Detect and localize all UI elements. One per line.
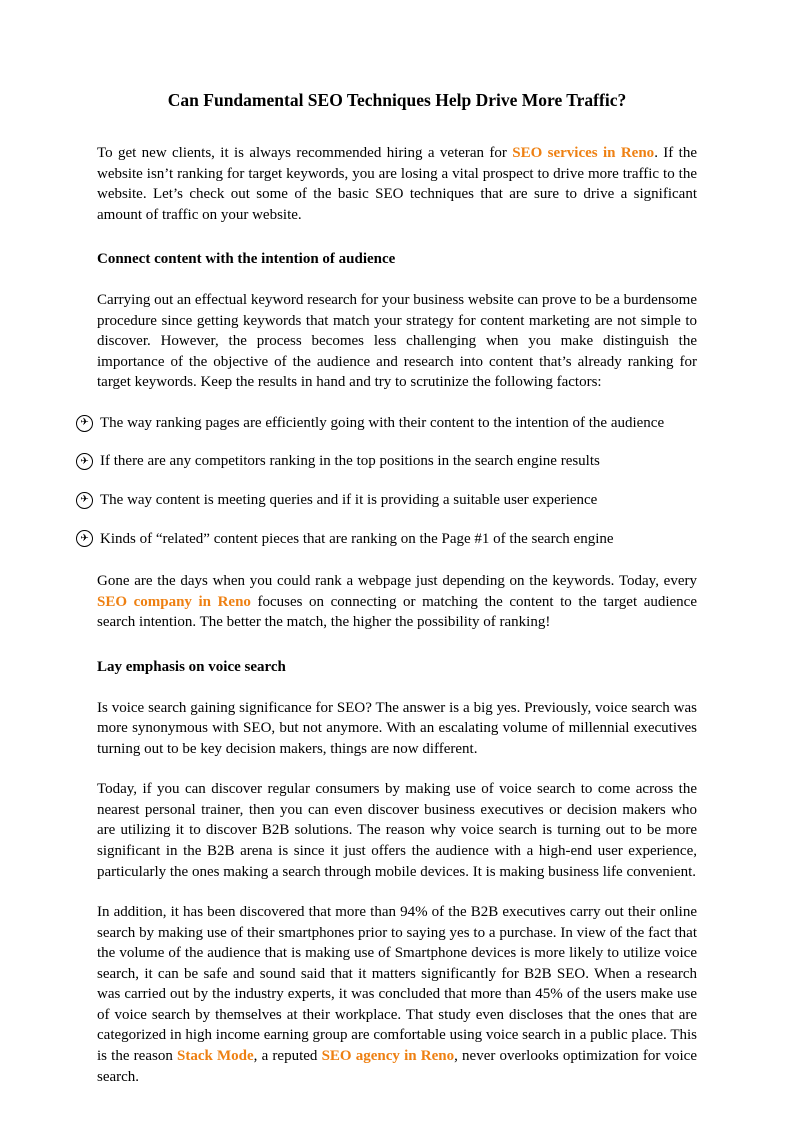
stack-mode-link[interactable]: Stack Mode [177,1047,254,1064]
seo-company-in-reno-link[interactable]: SEO company in Reno [97,593,251,610]
airplane-bullet-icon: ✈ [76,415,93,432]
document-title: Can Fundamental SEO Techniques Help Drive More Traffic? [167,90,627,110]
text-run: Gone are the days when you could rank a webpage just depending on the keywords. Today, every [97,573,697,590]
seo-agency-in-reno-link[interactable]: SEO agency in Reno [321,1047,455,1064]
text-run: . If the website isn’t ranking for target keywords, you are losing a vital prospect to drive more traffic to the website. Let’s check out some of the basic SEO techniques that are sure to drive a significant amount of traffic on your website. [97,145,697,223]
text-run: Carrying out an effectual keyword research for your business website can prove to be a burdensome procedure since getting keywords that match your strategy for content marketing are not simple to discover. However, the process becomes less challenging when you make distinguish the importance of the objective of the audience and research into content that’s already ranking for target keywords. Keep the results in hand and try to scrutinize the following factors: [97,292,697,391]
paragraph-voice-search-significance [97,698,697,760]
airplane-bullet-icon: ✈ [76,492,93,509]
paragraph-keyword-research [97,290,697,393]
text-run: To get new clients, it is always recommended hiring a veteran for [97,145,513,161]
airplane-bullet-icon: ✈ [76,453,93,470]
bullet-text: If there are any competitors ranking in the top positions in the search engine results [100,453,600,470]
text-run: , a reputed [253,1047,322,1064]
bullet-list [80,413,697,549]
seo-services-in-reno-link[interactable]: SEO services in Reno [512,145,655,161]
text-run: focuses on connecting or matching the content to the target audience search intention. The better the match, the higher the possibility of ranking! [97,593,697,631]
paragraph-voice-search-b2b [97,779,697,882]
paragraph-intro [97,143,697,225]
bullet-item [76,451,697,472]
airplane-bullet-icon: ✈ [76,530,93,547]
bullet-text: The way content is meeting queries and if it is providing a suitable user experience [100,492,598,509]
text-run: Today, if you can discover regular consumers by making use of voice search to come across the nearest personal trainer, then you can even discover business executives or decision makers who are utilizing it to discover B2B solutions. The reason why voice search is turning out to be more significant in the B2B arena is since it just offers the audience with a high-end user experience, particularly the ones making a search through mobile devices. It is making business life convenient. [97,781,697,880]
section-heading-voice-search: Lay emphasis on voice search [97,658,286,675]
text-run: Is voice search gaining significance for SEO? The answer is a big yes. Previously, voice search was more synonymous with SEO, but not anymore. With an escalating volume of millennial executives turning out to be key decision makers, things are now different. [97,699,697,757]
bullet-item [76,413,697,434]
paragraph-rank-webpage [97,571,697,633]
text-run: In addition, it has been discovered that more than 94% of the B2B executives carry out their online search by making use of their smartphones prior to saying yes to a purchase. In view of the fact that the volume of the audience that is making use of Smartphone devices is more likely to utilize voice search, it can be safe and sound said that it matters significantly for B2B SEO. When a research was carried out by the industry experts, it was concluded that more than 45% of the users make use of voice search by themselves at their workplace. That study even discloses that the ones that are categorized in high income earning group are comfortable using voice search in a public place. This is the reason [97,904,697,1064]
bullet-item [76,490,697,511]
bullet-item [76,529,697,550]
text-run: , never overlooks optimization for voice search. [97,1047,698,1085]
section-heading-connect-content: Connect content with the intention of audience [97,251,396,268]
paragraph-voice-search-stats [97,902,697,1087]
bullet-text: Kinds of “related” content pieces that are ranking on the Page #1 of the search engine [100,530,614,547]
bullet-text: The way ranking pages are efficiently going with their content to the intention of the audience [100,414,665,431]
